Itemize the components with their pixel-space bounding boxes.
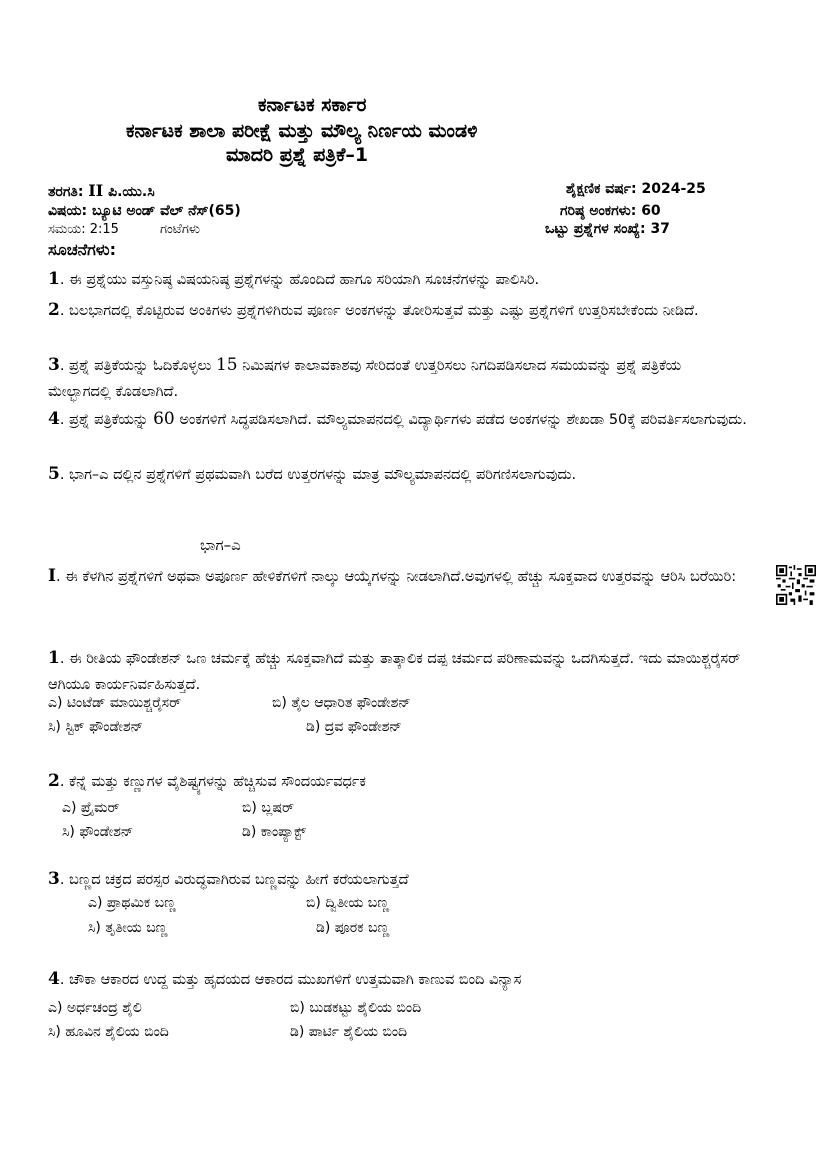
q2-option-d: ಡಿ) ಕಾಂಪ್ಯಾಕ್ಟ್ xyxy=(242,824,306,840)
question-text: . ಚೌಕಾ ಆಕಾರದ ಉದ್ದ ಮತ್ತು ಹೃದಯದ ಆಕಾರದ ಮುಖಗಳಿಗೆ ಉತ್ತಮವಾಗಿ ಕಾಣುವ ಬಿಂದಿ ವಿನ್ಯಾಸ xyxy=(59,972,522,988)
instruction-4 xyxy=(48,406,748,433)
instructions-title: ಸೂಚನೆಗಳು: xyxy=(48,240,116,259)
q3-option-c: ಸಿ) ತೃತೀಯ ಬಣ್ಣ xyxy=(88,920,168,936)
class-label: ತರಗತಿ: xyxy=(48,184,89,200)
q4-option-a: ಎ) ಅರ್ಧಚಂದ್ರ ಶೈಲಿ xyxy=(48,1000,142,1016)
q2-option-b: ಬಿ) ಬ್ಲಷರ್ xyxy=(242,800,294,816)
time-unit: ಗಂಟೆಗಳು xyxy=(160,222,201,237)
instruction-text: . ಈ ಪ್ರಶ್ನೆಯು ವಸ್ತುನಿಷ್ಠ ವಿಷಯನಿಷ್ಠ ಪ್ರಶ್ನೆಗಳನ್ನು ಹೊಂದಿದೆ ಹಾಗೂ ಸರಿಯಾಗಿ ಸೂಚನೆಗಳನ್ನು ಪಾಲಿಸಿರಿ. xyxy=(59,272,540,288)
instruction-number: 1 xyxy=(48,269,60,289)
question-text: . ಕೆನ್ನೆ ಮತ್ತು ಕಣ್ಣುಗಳ ವೈಶಿಷ್ಟ್ಯಗಳನ್ನು ಹೆಚ್ಚಿಸುವ ಸೌಂದರ್ಯವರ್ಧಕ xyxy=(59,774,366,790)
govt-title: ಕರ್ನಾಟಕ ಸರ್ಕಾರ xyxy=(258,94,367,116)
instruction-number: 2 xyxy=(48,300,60,320)
question-2 xyxy=(48,768,748,795)
max-marks: ಗರಿಷ್ಠ ಅಂಕಗಳು: 60 xyxy=(560,203,661,219)
q1-option-a: ಎ) ಟಿಂಟೆಡ್ ಮಾಯಿಶ್ಚರೈಸರ್ xyxy=(48,695,182,711)
subject: ವಿಷಯ: ಬ್ಯೂಟಿ ಅಂಡ್ ವೆಲ್ ನೆಸ್(65) xyxy=(48,203,241,219)
instruction-number: 3 xyxy=(48,355,60,375)
q1-option-b: ಬಿ) ತೈಲ ಆಧಾರಿತ ಫೌಂಡೇಶನ್ xyxy=(272,695,411,711)
instruction-5 xyxy=(48,461,748,488)
question-text: . ಈ ರೀತಿಯ ಫೌಂಡೇಶನ್ ಒಣ ಚರ್ಮಕ್ಕೆ ಹೆಚ್ಚು ಸೂಕ್ತವಾಗಿದೆ ಮತ್ತು ತಾತ್ಕಾಲಿಕ ದಪ್ಪ ಚರ್ಮದ ಪರಿಣಾಮವನ್ನು ಒದಗಿಸುತ್ತದೆ. ಇದು ಮಾಯಿಶ್ಚರೈಸರ್ ಆಗಿಯೂ ಕಾರ್ಯನಿರ್ವಹಿಸುತ್ತದೆ. xyxy=(48,651,741,693)
q2-option-a: ಎ) ಪ್ರೈಮರ್ xyxy=(62,800,120,816)
q2-option-c: ಸಿ) ಫೌಂಡೇಶನ್ xyxy=(62,824,134,840)
instruction-minutes: 15 xyxy=(215,355,238,375)
instruction-text: . ಬಲಭಾಗದಲ್ಲಿ ಕೊಟ್ಟಿರುವ ಅಂಕಿಗಳು ಪ್ರಶ್ನೆಗಳಿಗಿರುವ ಪೂರ್ಣ ಅಂಕಗಳನ್ನು ತೋರಿಸುತ್ತವೆ ಮತ್ತು ಎಷ್ಟು ಪ್ರಶ್ನೆಗಳಿಗೆ ಉತ್ತರಿಸಬೇಕೆಂದು ನೀಡಿದೆ. xyxy=(59,303,699,319)
instruction-1 xyxy=(48,266,748,293)
instruction-3 xyxy=(48,352,748,405)
q1-option-c: ಸಿ) ಸ್ಟಿಕ್ ಫೌಂಡೇಶನ್ xyxy=(48,719,143,735)
question-number: 4 xyxy=(48,969,60,989)
instruction-text-pre: . ಪ್ರಶ್ನೆ ಪತ್ರಿಕೆಯನ್ನು ಓದಿಕೊಳ್ಳಲು xyxy=(59,358,216,374)
instruction-text: . ಭಾಗ–ಎ ದಲ್ಲಿನ ಪ್ರಶ್ನೆಗಳಿಗೆ ಪ್ರಥಮವಾಗಿ ಬರೆದ ಉತ್ತರಗಳನ್ನು ಮಾತ್ರ ಮೌಲ್ಯಮಾಪನದಲ್ಲಿ ಪರಿಗಣಿಸಲಾಗುವುದು. xyxy=(59,467,577,483)
instruction-text-pre: . ಪ್ರಶ್ನೆ ಪತ್ರಿಕೆಯನ್ನು xyxy=(59,412,154,428)
q4-option-c: ಸಿ) ಹೂವಿನ ಶೈಲಿಯ ಬಿಂದಿ xyxy=(48,1024,169,1040)
section-directive xyxy=(48,563,748,590)
time-label: ಸಮಯ: 2:15 xyxy=(48,222,119,237)
q3-option-b: ಬಿ) ದ್ವಿತೀಯ ಬಣ್ಣ xyxy=(306,895,390,911)
section-number: I xyxy=(48,566,56,586)
instruction-number: 4 xyxy=(48,409,60,429)
question-4 xyxy=(48,966,748,993)
q3-option-d: ಡಿ) ಪೂರಕ ಬಣ್ಣ xyxy=(316,920,390,936)
q4-option-d: ಡಿ) ಪಾರ್ಟಿ ಶೈಲಿಯ ಬಿಂದಿ xyxy=(290,1024,408,1040)
class-value: II xyxy=(88,181,104,200)
question-3 xyxy=(48,866,748,893)
question-number: 3 xyxy=(48,869,60,889)
class-suffix: ಪಿ.ಯು.ಸಿ xyxy=(103,184,155,200)
question-number: 2 xyxy=(48,771,60,791)
q1-option-d: ಡಿ) ದ್ರವ ಫೌಂಡೇಶನ್ xyxy=(306,719,402,735)
question-1 xyxy=(48,645,748,698)
paper-title: ಮಾದರಿ ಪ್ರಶ್ನೆ ಪತ್ರಿಕೆ–1 xyxy=(226,144,369,166)
instruction-text: ಅಂಕಗಳಿಗೆ ಸಿದ್ಧಪಡಿಸಲಾಗಿದೆ. ಮೌಲ್ಯಮಾಪನದಲ್ಲಿ ವಿದ್ಯಾರ್ಥಿಗಳು ಪಡೆದ ಅಂಕಗಳನ್ನು ಶೇಖಡಾ 50ಕ್ಕೆ ಪರಿವರ್ತಿಸಲಾಗುವುದು. xyxy=(174,412,747,428)
qr-code-icon xyxy=(776,565,816,605)
instruction-number: 5 xyxy=(48,464,60,484)
question-text: . ಬಣ್ಣದ ಚಕ್ರದ ಪರಸ್ಪರ ವಿರುದ್ಧವಾಗಿರುವ ಬಣ್ಣವನ್ನು ಹೀಗೆ ಕರೆಯಲಾಗುತ್ತದೆ xyxy=(59,872,409,888)
class-info xyxy=(48,181,155,200)
section-title: ಭಾಗ–ಎ xyxy=(200,536,241,554)
q4-option-b: ಬಿ) ಬುಡಕಟ್ಟು ಶೈಲಿಯ ಬಿಂದಿ xyxy=(290,1000,422,1016)
q3-option-a: ಎ) ಪ್ರಾಥಮಿಕ ಬಣ್ಣ xyxy=(88,895,176,911)
question-number: 1 xyxy=(48,648,60,668)
instruction-marks: 60 xyxy=(153,409,175,429)
instruction-text: ನಿಮಿಷಗಳ ಕಾಲಾವಕಾಶವು ಸೇರಿದಂತೆ ಉತ್ತರಿಸಲು ನಿಗದಿಪಡಿಸಲಾದ ಸಮಯವನ್ನು ಪ್ರಶ್ನೆ ಪತ್ರಿಕೆಯ ಮೇಲ್ಭಾಗದಲ್ಲಿ ಕೊಡಲಾಗಿದೆ. xyxy=(48,358,682,400)
academic-year: ಶೈಕ್ಷಣಿಕ ವರ್ಷ: 2024-25 xyxy=(566,181,706,197)
total-questions: ಒಟ್ಟು ಪ್ರಶ್ನೆಗಳ ಸಂಖ್ಯೆ: 37 xyxy=(545,221,670,237)
section-directive-text: . ಈ ಕೆಳಗಿನ ಪ್ರಶ್ನೆಗಳಿಗೆ ಅಥವಾ ಅಪೂರ್ಣ ಹೇಳಿಕೆಗಳಿಗೆ ನಾಲ್ಕು ಆಯ್ಕೆಗಳನ್ನು ನೀಡಲಾಗಿದೆ.ಅವುಗಳಲ್ಲಿ ಹೆಚ್ಚು ಸೂಕ್ತವಾದ ಉತ್ತರವನ್ನು ಆರಿಸಿ ಬರೆಯಿರಿ: xyxy=(55,569,737,585)
board-title: ಕರ್ನಾಟಕ ಶಾಲಾ ಪರೀಕ್ಷೆ ಮತ್ತು ಮೌಲ್ಯ ನಿರ್ಣಯ ಮಂಡಳಿ xyxy=(126,120,478,142)
instruction-2 xyxy=(48,297,748,324)
